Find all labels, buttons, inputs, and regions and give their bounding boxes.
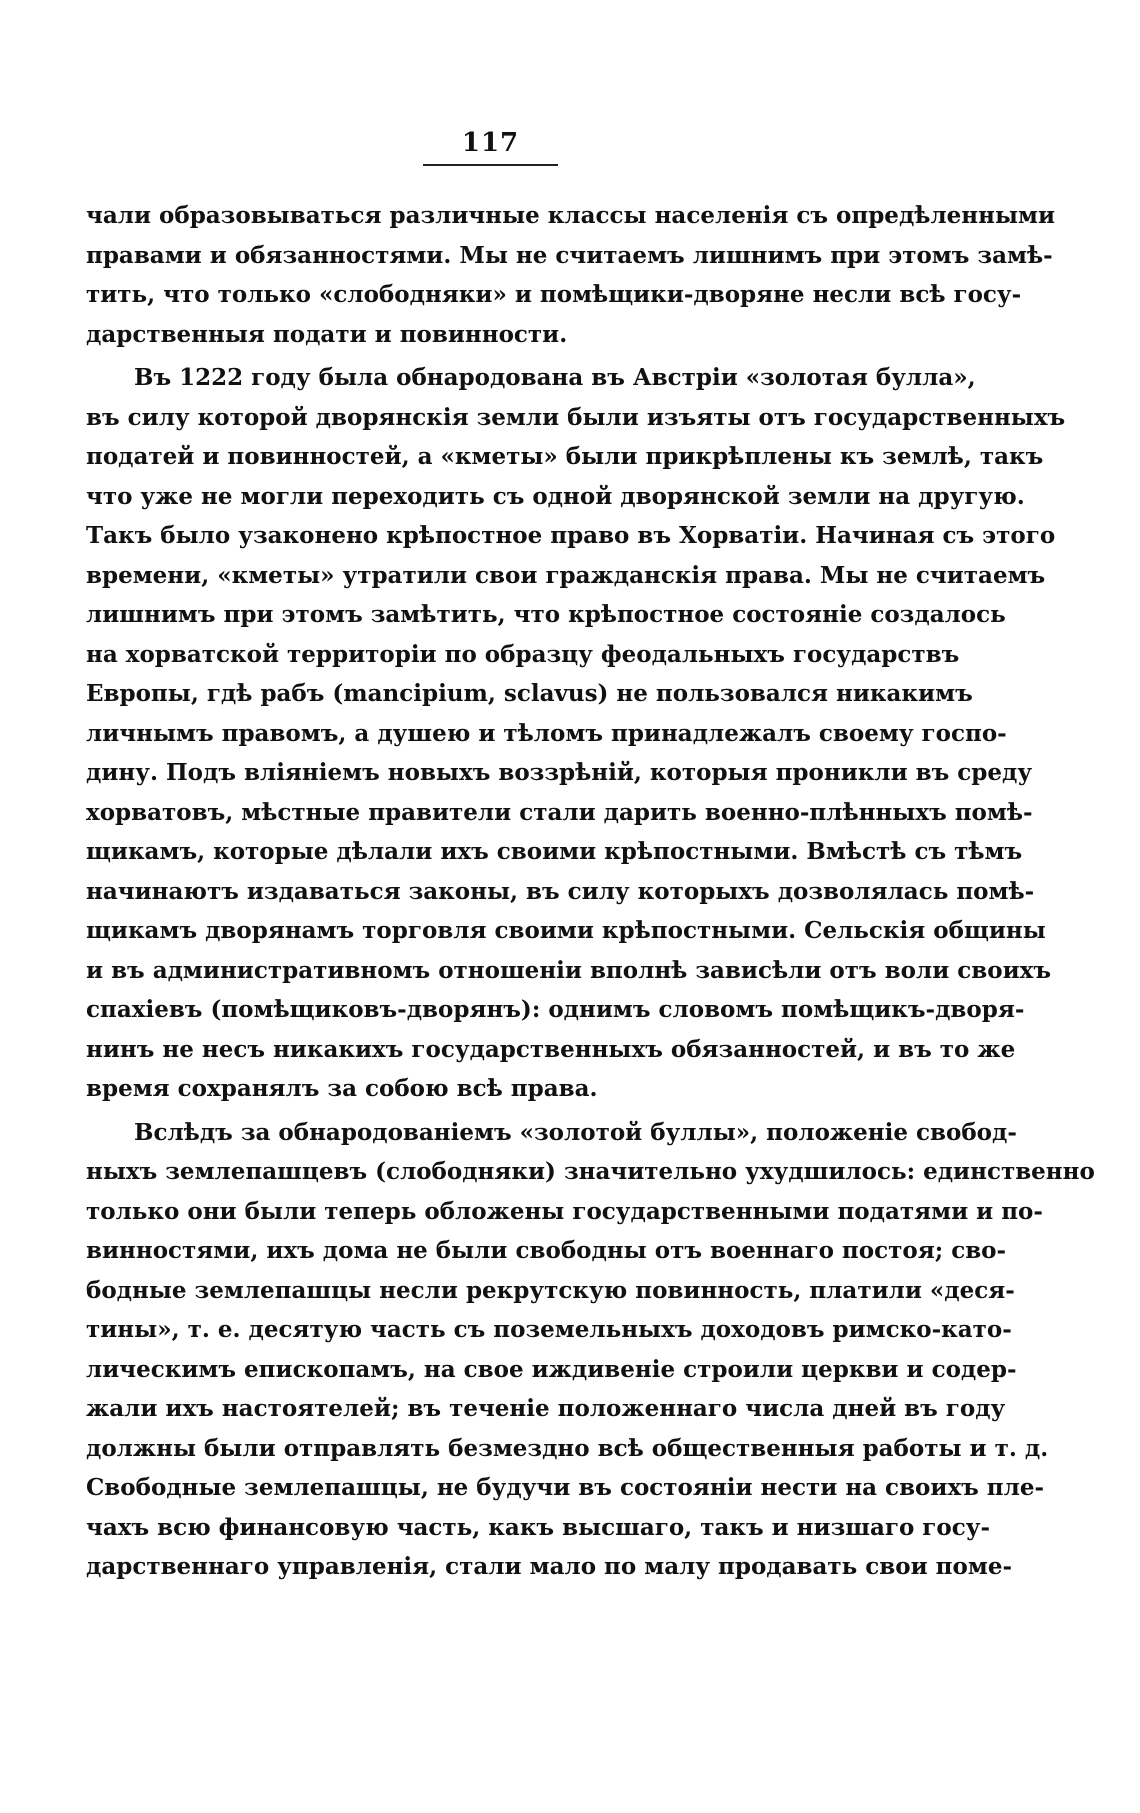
- text-line: винностями, ихъ дома не были свободны отъ военнаго постоя; сво-: [86, 1237, 1007, 1264]
- paragraph-2: [86, 358, 1066, 1109]
- text-line: чахъ всю финансовую часть, какъ высшаго, такъ и низшаго госу-: [86, 1513, 991, 1541]
- text-line: правами и обязанностями. Мы не считаемъ лишнимъ при этомъ замѣ-: [86, 241, 1053, 269]
- text-line: лишнимъ при этомъ замѣтить, что крѣпостное состояніе создалось: [86, 601, 1006, 628]
- text-line: только они были теперь обложены государственными податями и по-: [86, 1197, 1043, 1225]
- text-line: дарственныя подати и повинности.: [86, 320, 568, 348]
- page-number-rule: [423, 164, 558, 166]
- text-line: щикамъ дворянамъ торговля своими крѣпостными. Сельскія общины: [86, 917, 1046, 944]
- text-line: Такъ было узаконено крѣпостное право въ Хорватіи. Начиная съ этого: [86, 522, 1056, 549]
- text-line: жали ихъ настоятелей; въ теченіе положеннаго числа дней въ году: [86, 1395, 1006, 1422]
- text-line: Европы, гдѣ рабъ (mancipium, sclavus) не пользовался никакимъ: [86, 680, 973, 707]
- text-line: тить, что только «слободняки» и помѣщики-дворяне несли всѣ госу-: [86, 281, 1022, 308]
- text-line: податей и повинностей, а «кметы» были прикрѣплены къ землѣ, такъ: [86, 443, 1044, 470]
- text-line: бодные землепашцы несли рекрутскую повинность, платили «деся-: [86, 1276, 1015, 1304]
- text-line: личнымъ правомъ, а душею и тѣломъ принадлежалъ своему госпо-: [86, 719, 1007, 747]
- text-line: начинаютъ издаваться законы, въ силу которыхъ дозволялась помѣ-: [86, 877, 1035, 905]
- text-line: должны были отправлять безмездно всѣ общественныя работы и т. д.: [86, 1434, 1049, 1462]
- text-line: хорватовъ, мѣстные правители стали дарить военно-плѣнныхъ помѣ-: [86, 798, 1033, 826]
- text-line: щикамъ, которые дѣлали ихъ своими крѣпостными. Вмѣстѣ съ тѣмъ: [86, 838, 1023, 865]
- paragraph-1: [86, 196, 1056, 354]
- text-line: что уже не могли переходить съ одной дворянской земли на другую.: [86, 482, 1025, 510]
- text-line: нинъ не несъ никакихъ государственныхъ обязанностей, и въ то же: [86, 1035, 1016, 1063]
- text-line: на хорватской территоріи по образцу феодальныхъ государствъ: [86, 640, 960, 668]
- paragraph-3: [86, 1113, 1095, 1587]
- text-line: время сохранялъ за собою всѣ права.: [86, 1075, 598, 1102]
- text-line: чали образовываться различные классы населенія съ опредѣленными: [86, 202, 1056, 229]
- text-line: тины», т. е. десятую часть съ поземельныхъ доходовъ римско-като-: [86, 1316, 1012, 1343]
- text-line: лическимъ епископамъ, на свое иждивеніе строили церкви и содер-: [86, 1355, 1017, 1383]
- text-line: Свободные землепашцы, не будучи въ состояніи нести на своихъ пле-: [86, 1474, 1045, 1501]
- text-line: спахіевъ (помѣщиковъ-дворянъ): однимъ словомъ помѣщикъ-дворя-: [86, 996, 1025, 1023]
- body-text: [86, 196, 1095, 1587]
- text-line: дину. Подъ вліяніемъ новыхъ воззрѣній, которыя проникли въ среду: [86, 759, 1033, 786]
- text-line: Вслѣдъ за обнародованіемъ «золотой буллы», положеніе свобод-: [134, 1118, 1017, 1146]
- text-line: въ силу которой дворянскія земли были изъяты отъ государственныхъ: [86, 403, 1066, 431]
- text-line: и въ административномъ отношеніи вполнѣ зависѣли отъ воли своихъ: [86, 956, 1052, 984]
- page-number: 117: [461, 128, 520, 158]
- text-line: ныхъ землепашцевъ (слободняки) значительно ухудшилось: единственно: [86, 1158, 1095, 1185]
- text-line: Въ 1222 году была обнародована въ Австріи «золотая булла»,: [134, 364, 976, 391]
- text-line: дарственнаго управленія, стали мало по малу продавать свои поме-: [86, 1553, 1013, 1580]
- text-line: времени, «кметы» утратили свои гражданскія права. Мы не считаемъ: [86, 561, 1046, 589]
